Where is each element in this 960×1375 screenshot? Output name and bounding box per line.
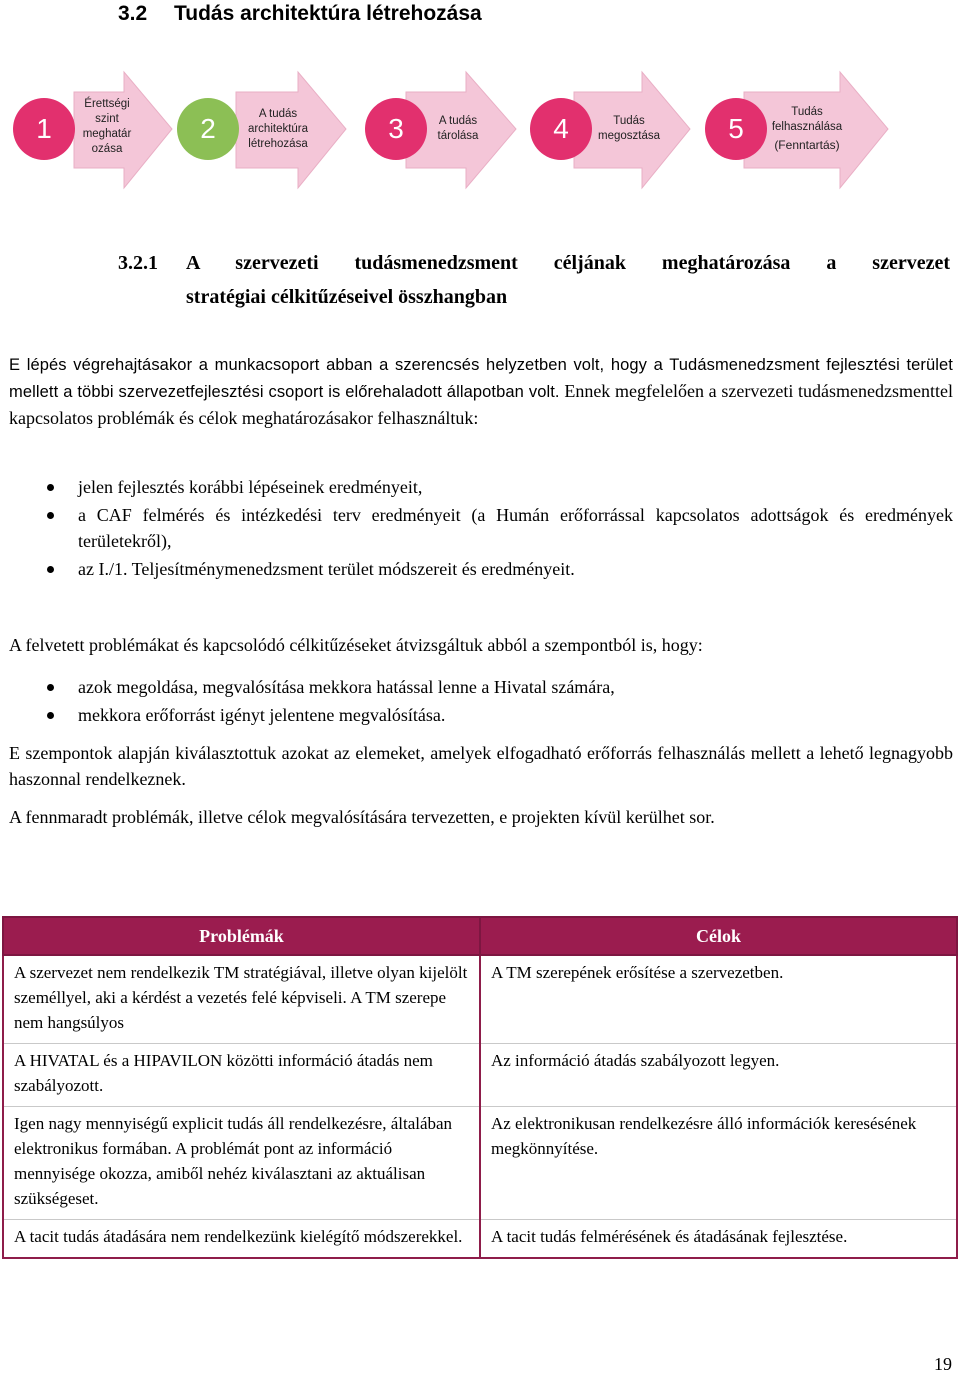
goal-cell: A TM szerepének erősítése a szervezetben. xyxy=(480,955,957,1044)
paragraph-2: A felvetett problémákat és kapcsolódó célkitűzéseket átvizsgáltuk abból a szempontból is, hogy: xyxy=(9,635,703,655)
step-5-circle: 5 xyxy=(705,98,767,160)
table-row xyxy=(3,955,957,1044)
step-1-label: Érettségi szint meghatár ozása xyxy=(82,98,132,155)
list-item: azok megoldása, megvalósítása mekkora hatással lenne a Hivatal számára, xyxy=(0,674,953,700)
list-item: mekkora erőforrást igényt jelentene megvalósítása. xyxy=(0,702,953,728)
table-row xyxy=(3,1107,957,1220)
bullet-list-1 xyxy=(0,474,953,584)
list-item: jelen fejlesztés korábbi lépéseinek eredményeit, xyxy=(0,474,953,500)
step-2-circle: 2 xyxy=(177,98,239,160)
goal-cell: Az információ átadás szabályozott legyen. xyxy=(480,1044,957,1107)
subsection-heading xyxy=(118,246,954,314)
goal-cell: A tacit tudás felmérésének és átadásának fejlesztése. xyxy=(480,1220,957,1259)
table-row xyxy=(3,1044,957,1107)
bullet-list-2 xyxy=(0,674,953,730)
problem-cell: Igen nagy mennyiségű explicit tudás áll rendelkezésre, általában elektronikus formában. A problémát pont az információ mennyisége okozza, amiből nehéz kiválasztani az aktuálisan szükségeset. xyxy=(3,1107,480,1220)
problem-cell: A HIVATAL és a HIPAVILON közötti információ átadás nem szabályozott. xyxy=(3,1044,480,1107)
paragraph-4: A fennmaradt problémák, illetve célok megvalósítására tervezetten, e projekten kívül kerülhet sor. xyxy=(9,807,715,827)
section-title: Tudás architektúra létrehozása xyxy=(174,2,482,25)
table-row xyxy=(3,1220,957,1259)
problem-cell: A szervezet nem rendelkezik TM stratégiával, illetve olyan kijelölt személlyel, aki a kérdést a vezetés felé képviseli. A TM szerepe nem hangsúlyos xyxy=(3,955,480,1044)
header-problems: Problémák xyxy=(3,917,480,955)
problem-cell: A tacit tudás átadására nem rendelkezünk kielégítő módszerekkel. xyxy=(3,1220,480,1259)
subsection-title-line1: A szervezeti tudásmenedzsment céljának meghatározása a szervezet xyxy=(186,252,950,274)
process-diagram xyxy=(0,66,960,196)
section-heading xyxy=(118,0,482,28)
page-number: 19 xyxy=(934,1354,952,1374)
paragraph-1-part2: Ennek megfelelően a szervezeti tudásmenedzsmenttel kapcsolatos problémák és célok meghatározásakor felhasználtuk: xyxy=(9,381,953,428)
subsection-title-line2: stratégiai célkitűzéseivel összhangban xyxy=(186,286,508,308)
step-2-label: A tudás architektúra létrehozása xyxy=(247,108,309,150)
paragraph-1 xyxy=(9,351,953,431)
step-3-circle: 3 xyxy=(365,98,427,160)
list-item: az I./1. Teljesítménymenedzsment terület módszereit és eredményeit. xyxy=(0,556,953,582)
step-4-label: Tudás megosztása xyxy=(597,115,660,142)
step-4-circle: 4 xyxy=(530,98,592,160)
step-5-sublabel: (Fenntartás) xyxy=(774,138,840,152)
paragraph-1-part1: E lépés végrehajtásakor a munkacsoport abban a szerencsés helyzetben volt, hogy a Tudásmenedzsment fejlesztési terület mellett a többi szervezetfejlesztési csoport is előrehaladott állapotban volt. xyxy=(9,356,953,401)
goal-cell: Az elektronikusan rendelkezésre álló információk keresésének megkönnyítése. xyxy=(480,1107,957,1220)
step-3-label: A tudás tárolása xyxy=(437,115,479,142)
subsection-number: 3.2.1 xyxy=(118,252,158,274)
problems-goals-table xyxy=(2,916,958,1259)
paragraph-3: E szempontok alapján kiválasztottuk azokat az elemeket, amelyek elfogadható erőforrás felhasználás mellett a lehető legnagyobb haszonnal rendelkeznek. xyxy=(9,743,953,789)
section-number: 3.2 xyxy=(118,2,148,25)
header-goals: Célok xyxy=(480,917,957,955)
table-header-row xyxy=(3,917,957,955)
step-1-circle: 1 xyxy=(13,98,75,160)
list-item: a CAF felmérés és intézkedési terv eredményeit (a Humán erőforrással kapcsolatos adottságok és eredmények területekről), xyxy=(0,502,953,554)
step-5-label: Tudás felhasználása xyxy=(771,106,843,133)
